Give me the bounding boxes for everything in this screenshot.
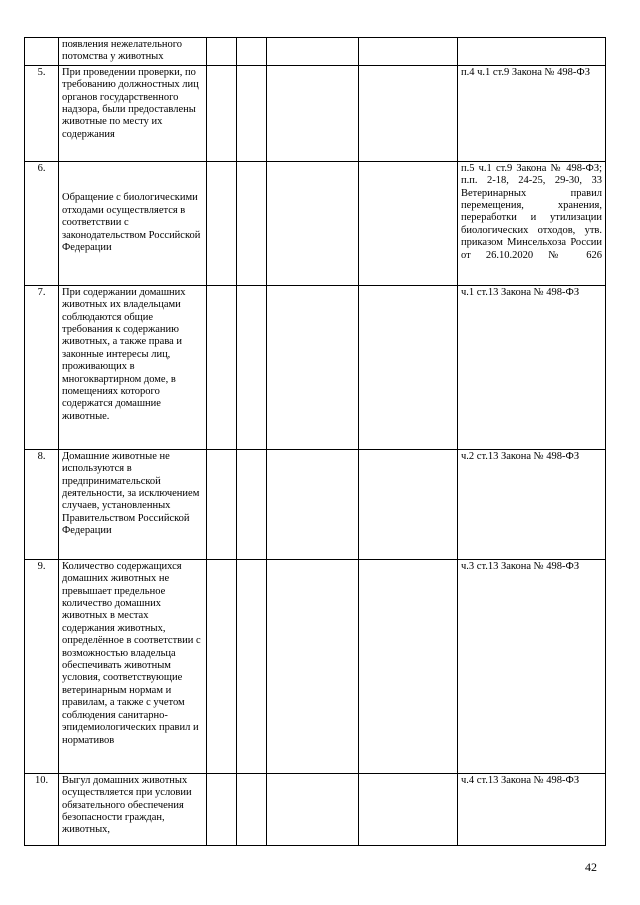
row-number: 9. <box>25 559 59 773</box>
answer-cell-yes <box>207 38 237 66</box>
answer-cell-no <box>237 559 267 773</box>
answer-cell-na <box>267 285 359 449</box>
answer-cell-no <box>237 65 267 161</box>
table-row <box>25 449 606 559</box>
answer-cell-na <box>267 161 359 285</box>
answer-cell-yes <box>207 161 237 285</box>
table-row <box>25 559 606 773</box>
legal-reference-cell: ч.3 ст.13 Закона № 498-ФЗ <box>458 559 606 773</box>
answer-cell-note <box>359 773 458 845</box>
legal-reference-cell: ч.2 ст.13 Закона № 498-ФЗ <box>458 449 606 559</box>
requirement-cell: При проведении проверки, по требованию должностных лиц органов государственного надзора, были предоставлены животные по месту их содержания <box>59 65 207 161</box>
row-number: 7. <box>25 285 59 449</box>
row-number <box>25 38 59 66</box>
answer-cell-na <box>267 773 359 845</box>
answer-cell-yes <box>207 285 237 449</box>
answer-cell-yes <box>207 65 237 161</box>
answer-cell-na <box>267 449 359 559</box>
answer-cell-yes <box>207 449 237 559</box>
row-number: 5. <box>25 65 59 161</box>
answer-cell-note <box>359 65 458 161</box>
table-row <box>25 285 606 449</box>
requirement-cell: Количество содержащихся домашних животных не превышает предельное количество домашних животных в местах содержания животных, определённое в соответствии с возможностью владельца обеспечивать животным условия, соответствующие ветеринарным нормам и правилам, а также с учетом соблюдения санитарно-эпидемиологических правил и нормативов <box>59 559 207 773</box>
answer-cell-no <box>237 38 267 66</box>
answer-cell-no <box>237 449 267 559</box>
checklist-table <box>24 37 606 846</box>
answer-cell-no <box>237 773 267 845</box>
page-number: 42 <box>585 860 597 874</box>
legal-reference-cell <box>458 38 606 66</box>
answer-cell-note <box>359 559 458 773</box>
table-row <box>25 38 606 66</box>
answer-cell-no <box>237 161 267 285</box>
requirement-cell: появления нежелательного потомства у животных <box>59 38 207 66</box>
requirement-cell: Обращение с биологическими отходами осуществляется в соответствии с законодательством Российской Федерации <box>59 161 207 285</box>
legal-reference-cell: ч.4 ст.13 Закона № 498-ФЗ <box>458 773 606 845</box>
answer-cell-note <box>359 449 458 559</box>
legal-reference-cell: п.5 ч.1 ст.9 Закона № 498-ФЗ; п.п. 2-18, 24-25, 29-30, 33 Ветеринарных правил перемещения, хранения, переработки и утилизации биологических отходов, утв. приказом Минсельхоза России от 26.10.2020 № 626 <box>458 161 606 285</box>
table-row <box>25 773 606 845</box>
table-row <box>25 65 606 161</box>
answer-cell-note <box>359 161 458 285</box>
legal-reference-cell: ч.1 ст.13 Закона № 498-ФЗ <box>458 285 606 449</box>
requirement-cell: Домашние животные не используются в предпринимательской деятельности, за исключением случаев, установленных Правительством Российской Федерации <box>59 449 207 559</box>
row-number: 6. <box>25 161 59 285</box>
answer-cell-no <box>237 285 267 449</box>
answer-cell-na <box>267 65 359 161</box>
answer-cell-note <box>359 285 458 449</box>
answer-cell-na <box>267 559 359 773</box>
table-row <box>25 161 606 285</box>
requirement-cell: При содержании домашних животных их владельцами соблюдаются общие требования к содержанию животных, а также права и законные интересы лиц, проживающих в многоквартирном доме, в помещениях которого содержатся домашние животные. <box>59 285 207 449</box>
row-number: 10. <box>25 773 59 845</box>
row-number: 8. <box>25 449 59 559</box>
answer-cell-yes <box>207 559 237 773</box>
legal-reference-cell: п.4 ч.1 ст.9 Закона № 498-ФЗ <box>458 65 606 161</box>
answer-cell-na <box>267 38 359 66</box>
answer-cell-note <box>359 38 458 66</box>
requirement-cell: Выгул домашних животных осуществляется при условии обязательного обеспечения безопасности граждан, животных, <box>59 773 207 845</box>
answer-cell-yes <box>207 773 237 845</box>
